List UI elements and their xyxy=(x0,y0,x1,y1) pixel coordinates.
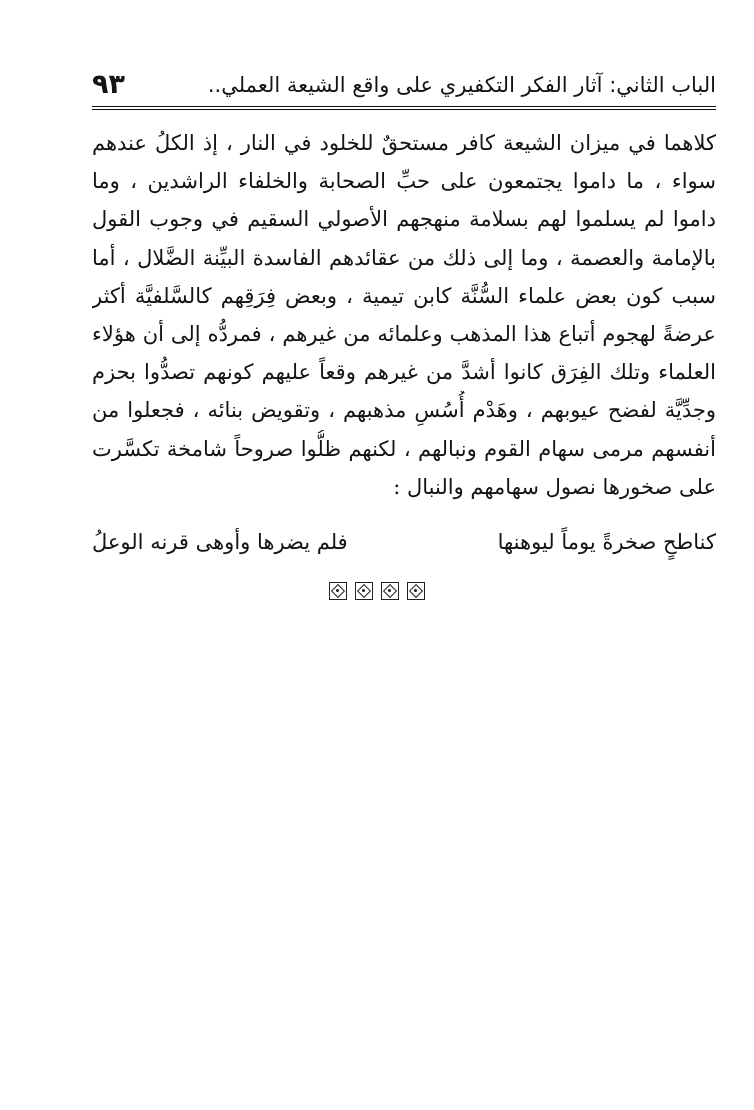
square-flower-ornament-icon xyxy=(355,582,373,600)
running-header xyxy=(92,70,716,104)
text-line: سواء ، ما داموا يجتمعون على حبِّ الصحابة والخلفاء الراشدين ، وما xyxy=(92,169,716,194)
square-flower-ornament-icon xyxy=(329,582,347,600)
text-line: على صخورها نصول سهامهم والنبال : xyxy=(393,474,716,499)
header-title: الباب الثاني: آثار الفكر التكفيري على واقع الشيعة العملي.. xyxy=(207,73,716,97)
text-line: عرضةً لهجوم أتباع هذا المذهب وعلمائه من غيرهم ، فمردُّه إلى أن هؤلاء xyxy=(92,321,716,346)
section-end-ornaments xyxy=(0,582,754,608)
header-rule xyxy=(92,106,716,110)
text-line: أنفسهم مرمى سهام القوم ونبالهم ، لكنهم ظلُّوا صروحاً شامخة تكسَّرت xyxy=(92,436,716,461)
text-line: داموا لم يسلموا لهم بسلامة منهجهم الأصولي السقيم في وجوب القول xyxy=(92,207,716,232)
page-number: ٩٣ xyxy=(92,69,125,100)
text-line: وجدِّيَّة لفضح عيوبهم ، وهَدْم أُسُسِ مذهبهم ، وتقويض بنائه ، فجعلوا من xyxy=(92,398,716,423)
text-line: سبب كون بعض علماء السُّنَّة كابن تيمية ، وبعض فِرَقِهم كالسَّلفيَّة أكثر xyxy=(92,283,716,308)
text-line: العلماء وتلك الفِرَق كانوا أشدَّ من غيرهم وقعاً عليهم كونهم تصدُّوا بحزم xyxy=(92,360,716,385)
square-flower-ornament-icon xyxy=(381,582,399,600)
verse-second-hemistich: فلم يضرها وأوهى قرنه الوعلُ xyxy=(92,530,348,554)
body-paragraph xyxy=(92,124,716,506)
verse-first-hemistich: كناطحٍ صخرةً يوماً ليوهنها xyxy=(497,530,716,554)
square-flower-ornament-icon xyxy=(407,582,425,600)
text-line: كلاهما في ميزان الشيعة كافر مستحقٌ للخلود في النار ، إذ الكلُ عندهم xyxy=(92,131,716,155)
text-line: بالإمامة والعصمة ، وما إلى ذلك من عقائدهم الفاسدة البيِّنة الضَّلال ، أما xyxy=(92,245,716,270)
